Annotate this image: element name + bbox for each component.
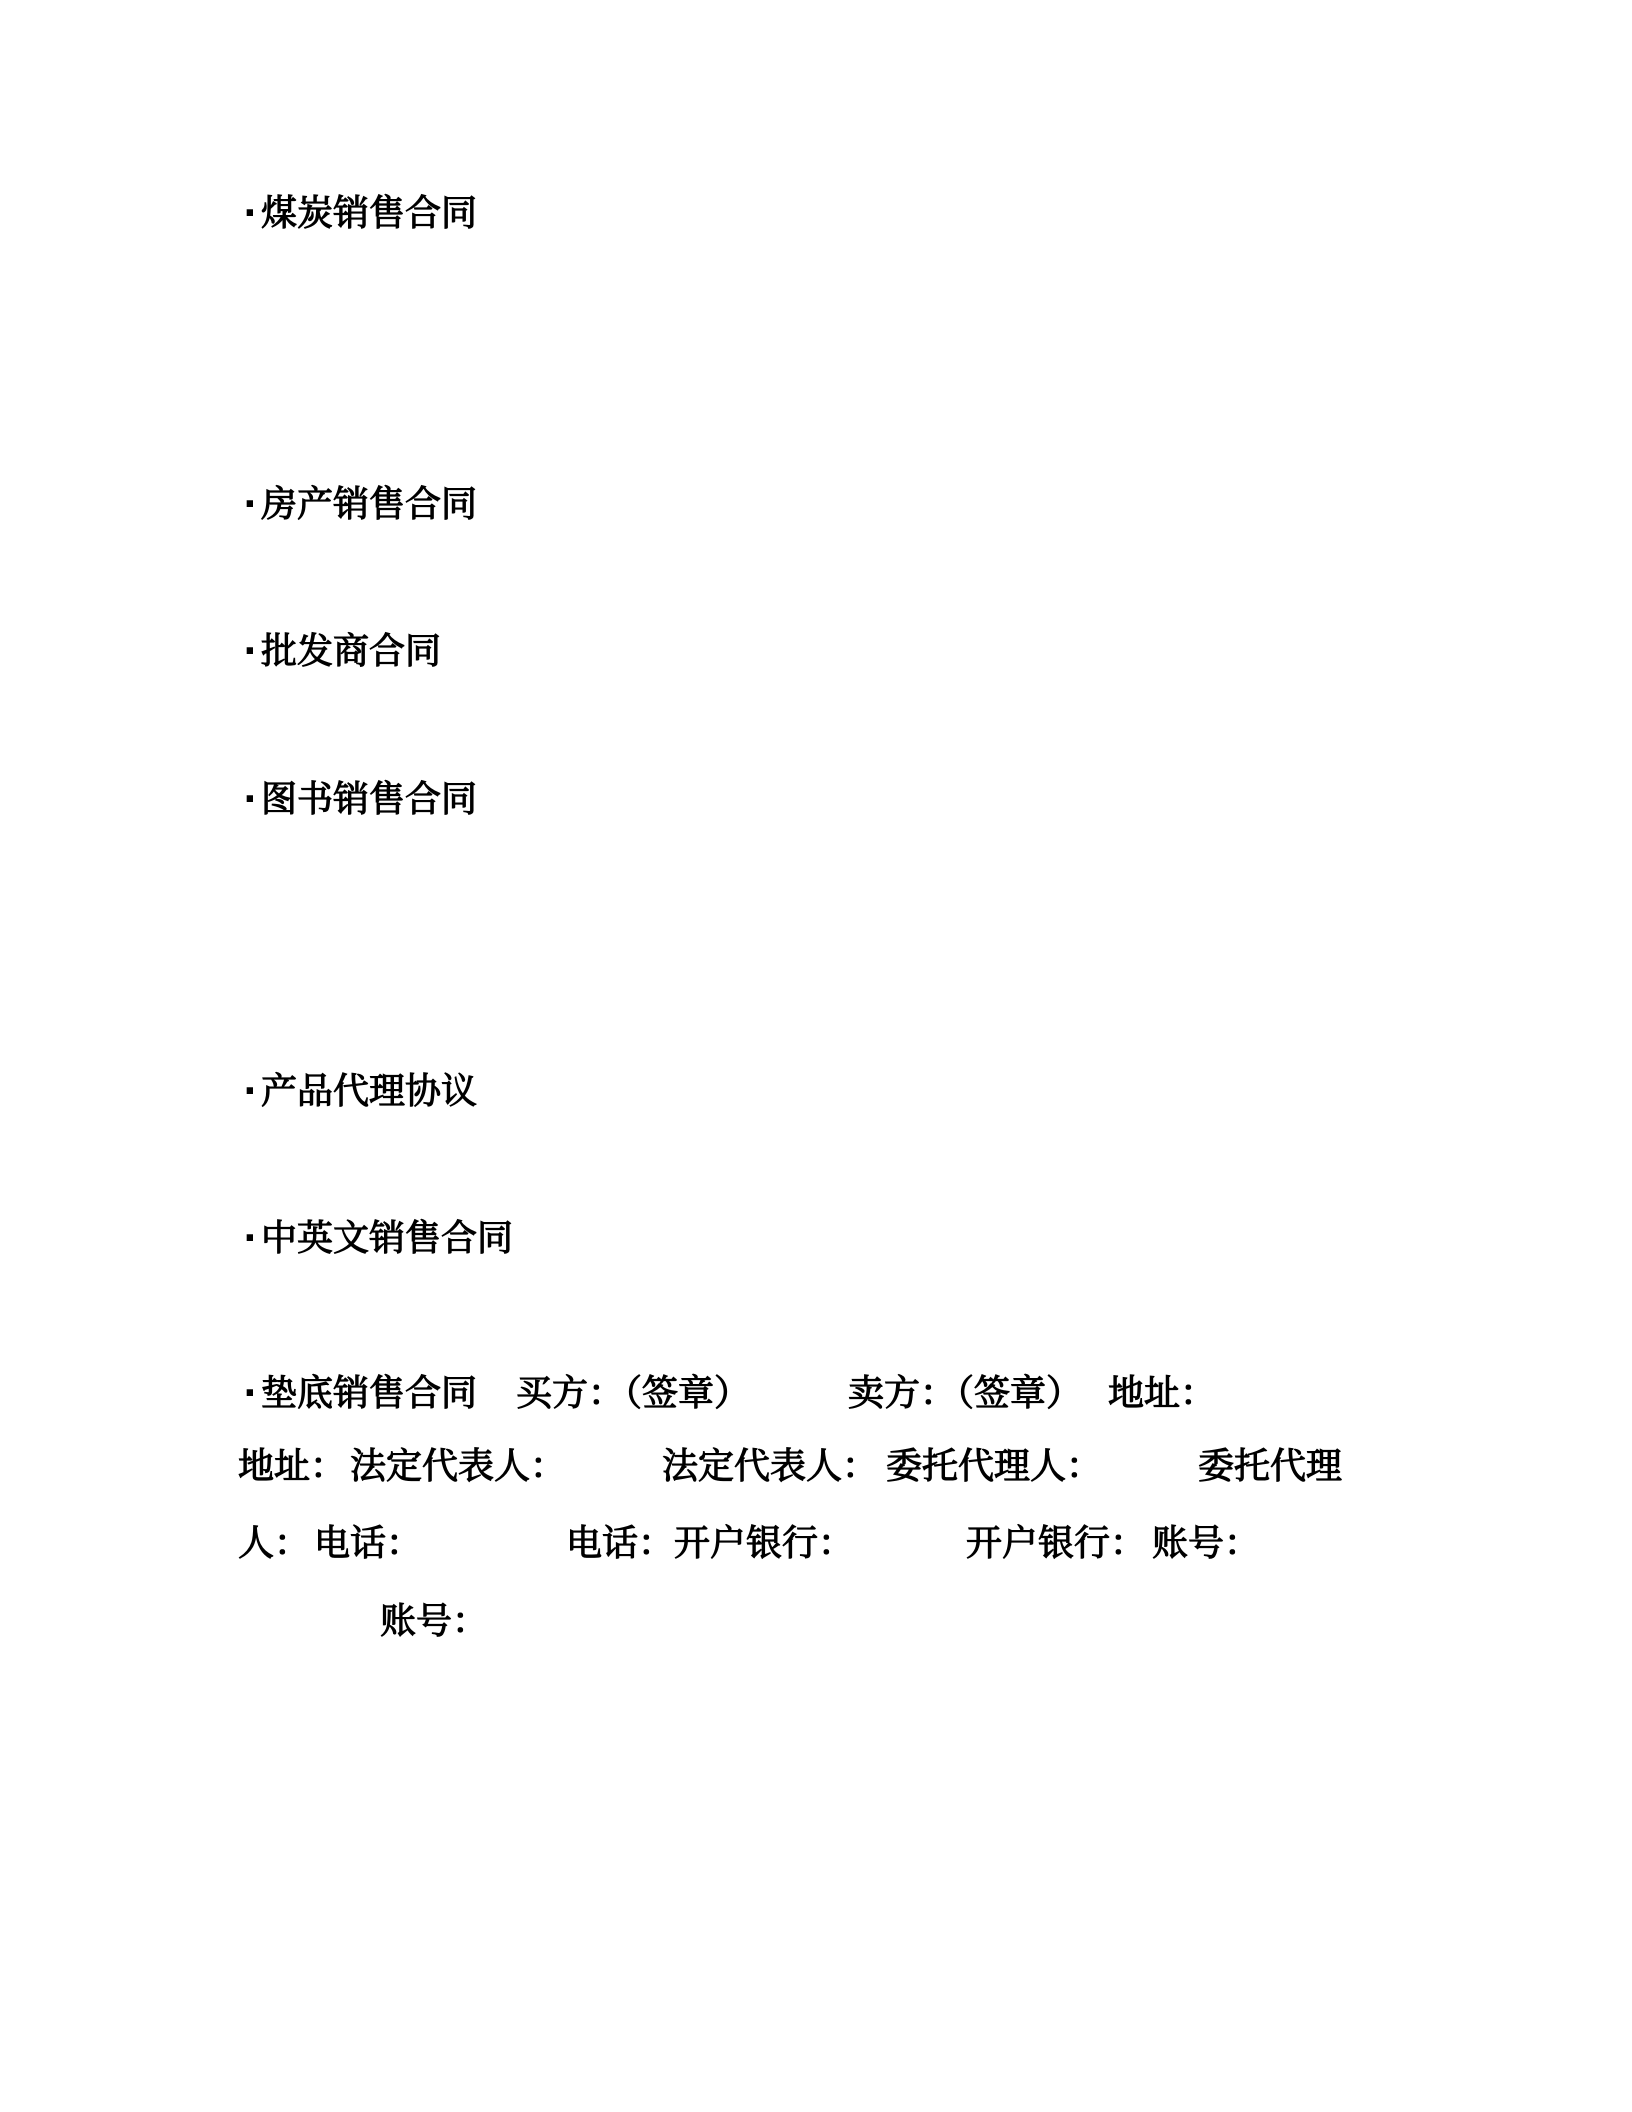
phone-label: 电话： [314,1523,423,1564]
item-label: 煤炭销售合同 [261,193,478,234]
list-item [243,630,441,674]
bullet: · [243,1373,257,1414]
legal-rep-label: 法定代表人： [350,1446,567,1487]
bullet: · [243,1218,257,1259]
address-label: 地址： [238,1446,347,1487]
account-label: 账号： [1152,1523,1261,1564]
item-label: 图书销售合同 [261,779,478,820]
legal-rep-label: 法定代表人： [662,1446,879,1487]
list-item [243,1217,513,1261]
bank-label: 开户银行： [674,1523,855,1564]
list-item [243,1070,477,1114]
phone-label: 电话： [566,1523,675,1564]
agent-label: 委托代理人： [886,1446,1103,1487]
buyer-label: 买方：（签章） [516,1373,751,1414]
item-label: 房产销售合同 [261,484,478,525]
agent-label-continued: 人： [238,1523,311,1564]
bullet: · [243,1071,257,1112]
list-item [243,483,477,527]
item-label: 中英文销售合同 [261,1218,514,1259]
item-label: 垫底销售合同 [261,1373,478,1414]
list-item [243,192,477,236]
bullet: · [243,631,257,672]
list-item [243,1372,477,1416]
agent-label: 委托代理 [1198,1446,1343,1487]
bullet: · [243,779,257,820]
account-label: 账号： [380,1601,489,1642]
item-label: 批发商合同 [261,631,442,672]
bank-label: 开户银行： [966,1523,1147,1564]
seller-label: 卖方：（签章） [848,1373,1083,1414]
item-label: 产品代理协议 [261,1071,478,1112]
address-label: 地址： [1108,1373,1217,1414]
bullet: · [243,193,257,234]
list-item [243,778,477,822]
bullet: · [243,484,257,525]
